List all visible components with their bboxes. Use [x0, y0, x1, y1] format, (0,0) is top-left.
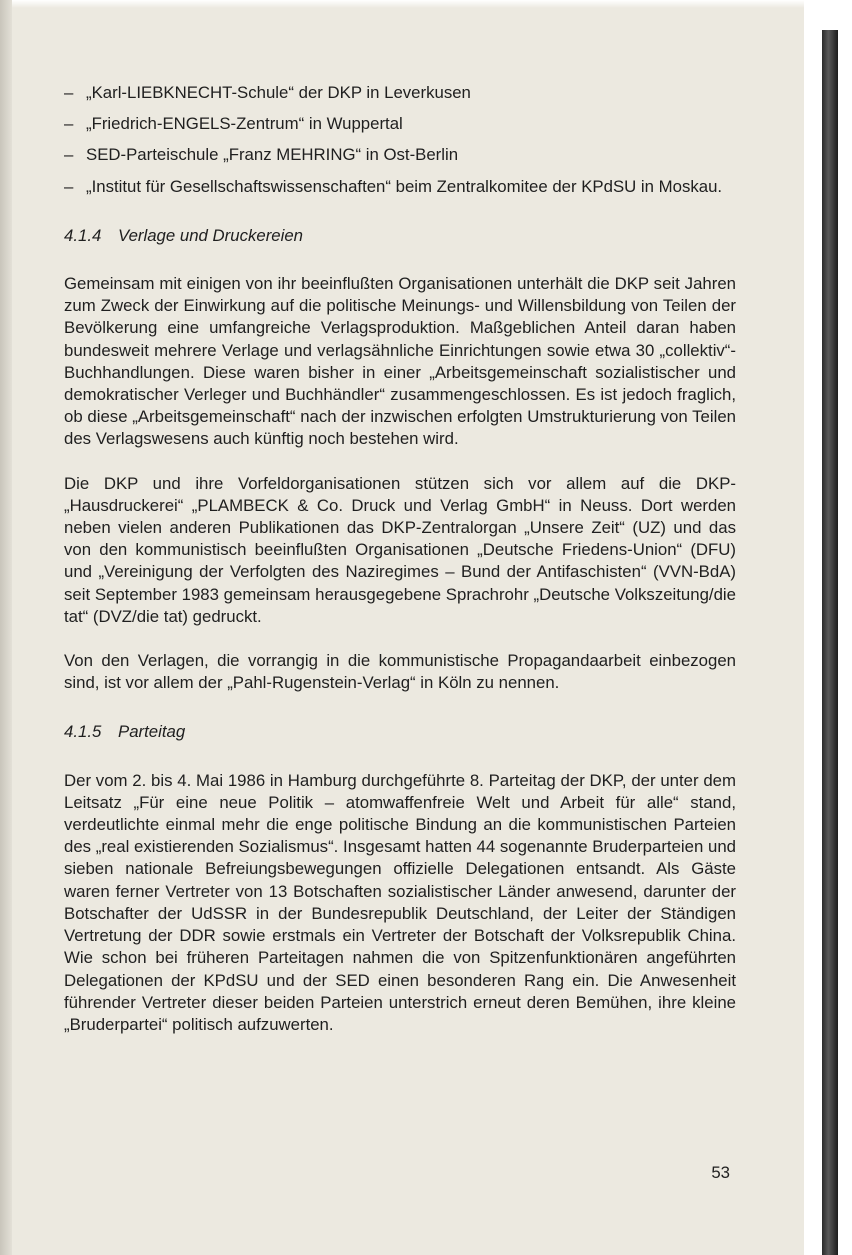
list-item — [64, 82, 736, 104]
list-item — [64, 113, 736, 135]
section-title: Parteitag — [118, 722, 186, 742]
book-spine-shadow — [822, 30, 838, 1255]
page-number: 53 — [711, 1163, 730, 1182]
list-item-text: SED-Parteischule „Franz MEHRING“ in Ost-Berlin — [86, 145, 459, 165]
section-heading-4-1-4 — [64, 225, 736, 247]
list-dash: – — [64, 83, 74, 102]
paragraph: Von den Verlagen, die vorrangig in die kommunistische Propagandaarbeit einbezogen sind, ist vor allem der „Pahl-Rugenstein-Verlag“ in Köln zu nennen. — [64, 651, 736, 693]
page-top-edge — [0, 0, 852, 8]
section-number: 4.1.4 — [64, 225, 102, 245]
paragraph: Gemeinsam mit einigen von ihr beeinflußten Organisationen unterhält die DKP seit Jahren zum Zweck der Einwirkung auf die politische Meinungs- und Willensbildung von Teilen der Bevölkerung eine umfangreiche Verlagsproduktion. Maßgeblichen Anteil daran haben bundesweit mehrere Verlage und verlagsähnliche Einrichtungen sowie etwa 30 „collektiv“-Buchhandlungen. Diese waren bisher in einer „Arbeitsgemeinschaft sozialistischer und demokratischer Verleger und Buchhändler“ zusammengeschlossen. Es ist jedoch fraglich, ob diese „Arbeitsgemeinschaft“ nach der inzwischen erfolgten Umstrukturierung von Teilen des Verlagswesens auch künftig noch bestehen wird. — [64, 274, 736, 449]
paragraph: Die DKP und ihre Vorfeldorganisationen stützen sich vor allem auf die DKP-„Hausdruckerei“ „PLAMBECK & Co. Druck und Verlag GmbH“ in Neuss. Dort werden neben vielen anderen Publikationen das DKP-Zentralorgan „Unsere Zeit“ (UZ) und das von den kommunistisch beeinflußten Organisationen „Deutsche Friedens-Union“ (DFU) und „Vereinigung der Verfolgten des Naziregimes – Bund der Antifaschisten“ (VVN-BdA) seit September 1983 gemeinsam herausgegebene Sprachrohr „Deutsche Volkszeitung/die tat“ (DVZ/die tat) gedruckt. — [64, 473, 736, 626]
list-dash: – — [64, 114, 74, 134]
institution-list — [64, 82, 736, 198]
list-item — [64, 176, 736, 198]
list-item-text: „Friedrich-ENGELS-Zentrum“ in Wuppertal — [86, 114, 403, 134]
paragraph: Der vom 2. bis 4. Mai 1986 in Hamburg durchgeführte 8. Parteitag der DKP, der unter dem Leitsatz „Für eine neue Politik – atomwaffenfreie Welt und Arbeit für alle“ stand, verdeutlichte einmal mehr die enge politische Bindung an die kommunistischen Parteien des „real existierenden Sozialismus“. Insgesamt hatten 44 sogenannte Bruderparteien und sieben nationale Befreiungsbewegungen offizielle Delegationen entsandt. Als Gäste waren ferner Vertreter von 13 Botschaften sozialistischer Länder anwesend, darunter der Botschafter der UdSSR in der Bundesrepublik Deutschland, der Leiter der Ständigen Vertretung der DDR sowie erstmals ein Vertreter der Botschaft der Volksrepublik China. Wie schon bei früheren Parteitagen nahmen die von Spitzenfunktionären angeführten Delegationen der KPdSU und der SED einen besonderen Rang ein. Die Anwesenheit führender Vertreter dieser beiden Parteien unterstrich erneut deren Bemühen, ihre kleine „Bruderpartei“ politisch aufzuwerten. — [64, 770, 736, 1034]
section-heading-4-1-5 — [64, 721, 736, 743]
list-item-text: „Karl-LIEBKNECHT-Schule“ der DKP in Leverkusen — [86, 83, 471, 102]
list-dash: – — [64, 145, 74, 165]
section-number: 4.1.5 — [64, 722, 102, 742]
page-left-edge — [0, 0, 12, 1255]
list-item — [64, 144, 736, 166]
page-content — [64, 82, 736, 1058]
list-dash: – — [64, 176, 74, 196]
section-title: Verlage und Druckereien — [118, 225, 304, 245]
list-item-text: „Institut für Gesellschaftswissenschaften“ beim Zentralkomitee der KPdSU in Moskau. — [86, 176, 723, 196]
